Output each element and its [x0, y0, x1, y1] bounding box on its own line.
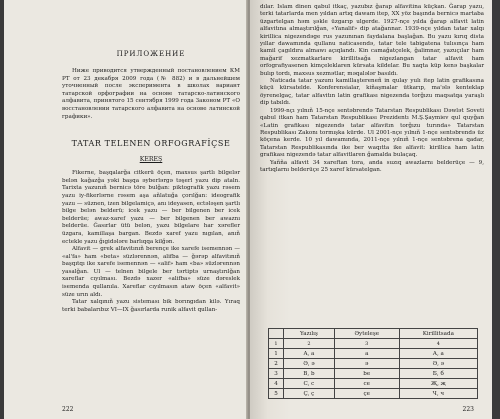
table-cell: Ә, ә — [399, 359, 477, 369]
table-cell: Җ, җ — [399, 379, 477, 389]
appendix-heading: ПРИЛОЖЕНИЕ — [116, 50, 186, 58]
table-header-row — [269, 329, 478, 339]
table-cell: ce — [334, 379, 399, 389]
table-row — [269, 379, 478, 389]
introduction-subheading: KEREŞ — [139, 156, 163, 164]
table-header-cell: Əyteleşe — [334, 329, 399, 339]
table-row — [269, 349, 478, 359]
table-cell: a — [334, 349, 399, 359]
intro-paragraph: Ниже приводится утвержденный постановлением КМ РТ от 23 декабря 2009 года (№ 882) и в дальнейшем уточненный после эксперимента в школах вариант татарской орфографии на основе татарско-латинского алфавита, принятого 15 сентября 1999 года Законом РТ «О восстановлении татарского алфавита на основе латинской графики». — [62, 68, 240, 120]
table-cell: A, a — [284, 349, 335, 359]
table-index-cell: 4 — [399, 339, 477, 349]
table-cell: be — [334, 369, 399, 379]
paragraph-2: Alfavit — grek alfavitınıñ berençe ike xarefe isemennən — «al'fa» ham «beta» süzlərennən, alifba — ğərəp alfavitınıñ başqıtqı ike xarefe isemennən — «alif» ham «ba» süzlərennən yasalğan. Ul — telnen bilgele ber tərtiptə urnaştırılğan xareflar cıyılması. Bezdə xazer «alifba» süze dəreslek isemenda qullanıla. Xareflar cıyılmasın ataw öçen «alfavit» süze urın aldı. — [62, 246, 240, 298]
orthography-title: TATAR TELENEN ORFOGRAFİÇSE — [71, 139, 231, 149]
table-cell: 2 — [269, 359, 284, 369]
table-cell: çe — [334, 389, 399, 399]
right-paragraph-3: 1999-nçı yılnıñ 15-nçe sentəbrendə Tatarstan Respublikası Dəwlət Soveti qabul itkan ham Tatarstan Respublikası Prezidentı M.Ş.Şaymiev qul quyğan «Latin grafikası nigezendə tatar alfavitın torğızu turında» Tatarstan Respublikası Zakonı tormışka kürde. Ul 2001-nçe yılnıñ 1-nçe sentəbrendə üz köçena kerde. 10 yıl dawamında, 2011-nçe yılnıñ 1-nçe sentəbrena qadar, Tatarstan Respublikasında ike ber waqıtta ike alfavit: kirillica ham latin grafikası nigezendə tatar alfavitlaren ğamalda bulaçaq. — [260, 107, 484, 159]
right-paragraph-1: dılar. Islam dinen qabul itkaç, yazubız ğarap alfavitina küçkan. Ğarap yazu, terki tatarlarda men yıldan artıq dawam itep, XX yöz başında bernicə martaba üzgartelgan həm şəkle üzgarıp ulgerde. 1927-nçe yılda ğarap alfavit latin alfavitına almaştırılğan, «Yanalif» dip atağannar. 1939-nçe yıldan tatar xalqı kirillica nigezendəge rus yazunınan faydalana başlağan. Bu yazu kırıq dista yıllar dawamında qullanu naticasendə, tatar tele tabigatena tulısınça ham kamil çagıldıra almawı açıqlandı. Kin camağatçelek, ğalimnar, yazuçılar ham mağarif xezmatkarlare kirillitsağa nigezlangan tatar alfavit ham orfografiyasenen kimçeleklaren kürsata kildelar. Bu xaqta küp kenə başkalar bulıp tordı, maxsus xezmətlar, məqalələr basıldı. — [260, 4, 484, 77]
table-header-cell: Kirillitsada — [399, 329, 477, 339]
table-row — [269, 369, 478, 379]
table-cell: 5 — [269, 389, 284, 399]
left-page — [4, 0, 250, 419]
table-cell: 4 — [269, 379, 284, 389]
table-cell: B, b — [284, 369, 335, 379]
table-cell: А, а — [399, 349, 477, 359]
alphabet-table — [268, 328, 478, 399]
right-paragraph-2: Naticada tatar yazunı kamillaştereneñ in qulay yulı itep latin grafikasına küçü kürsatelde. Konferensialar, kiñaşmalar ütkarıp, ma'ələ kenteklap öyrenelgaç, tatar alfavitın latin grafikası nigezenda torğızu maqsatqa yaraşlı dip tabıldı. — [260, 78, 484, 107]
page-number-right: 223 — [462, 406, 474, 413]
page-number-left: 222 — [62, 406, 74, 413]
table-index-cell: 1 — [269, 339, 284, 349]
table-row — [269, 389, 478, 399]
table-cell: 3 — [269, 369, 284, 379]
right-page — [250, 0, 492, 419]
table-cell: Б, б — [399, 369, 477, 379]
table-index-cell: 2 — [284, 339, 335, 349]
paragraph-3: Tatar xalqınıñ yazu sisteması bik borıngıdan kilə. Yıraq terki babalarıbız VI—IX ğasırlarda runik alfavit qullan- — [62, 299, 240, 313]
table-header-cell: Yazılış — [284, 329, 335, 339]
table-index-row — [269, 339, 478, 349]
table-cell: Ч, ч — [399, 389, 477, 399]
table-header-cell — [269, 329, 284, 339]
table-cell: Ç, ç — [284, 389, 335, 399]
table-cell: C, c — [284, 379, 335, 389]
paragraph-1: Fikerne, başqalarğa citkerü öçen, maxsus şartlı bilgelər belən kağazğa yəki başqa əyberlərgə təşerl yazu dip ataln. Tarixta yazunıñ bernicə töre bulğan: piktografik yazu rəsem yazu iy-fikerlərne rəsem aşa añlatuğa çorılğan: ideografik yazu — süznen, izen bilgelamiçə, anı ideyasen, ectələşen şartlı bilge belən belderü; icek yazu — ber bilgenen ber icek belderüe; awaz-xaref yazu — ber bilgenen ber awaznı belderüe. Ğasırlar ütü belən, yazu bilgelare har xərefler üzgara, kamillaşa bargan. Bezdə xaref yazu nıgılan, anıñ ectekle yazu ğıgidələre barlıqqa kilğən. — [62, 170, 240, 245]
table-index-cell: 3 — [334, 339, 399, 349]
table-cell: ə — [334, 359, 399, 369]
table-cell: Ə, ə — [284, 359, 335, 369]
right-paragraph-4: Yañña alfavit 34 xareftan tora, anda suzıq awazlarnı belderüçe — 9, tartıqlarnı belderüçe 25 xaref kürsatelgan. — [260, 159, 484, 173]
table-cell: 1 — [269, 349, 284, 359]
table-row — [269, 359, 478, 369]
